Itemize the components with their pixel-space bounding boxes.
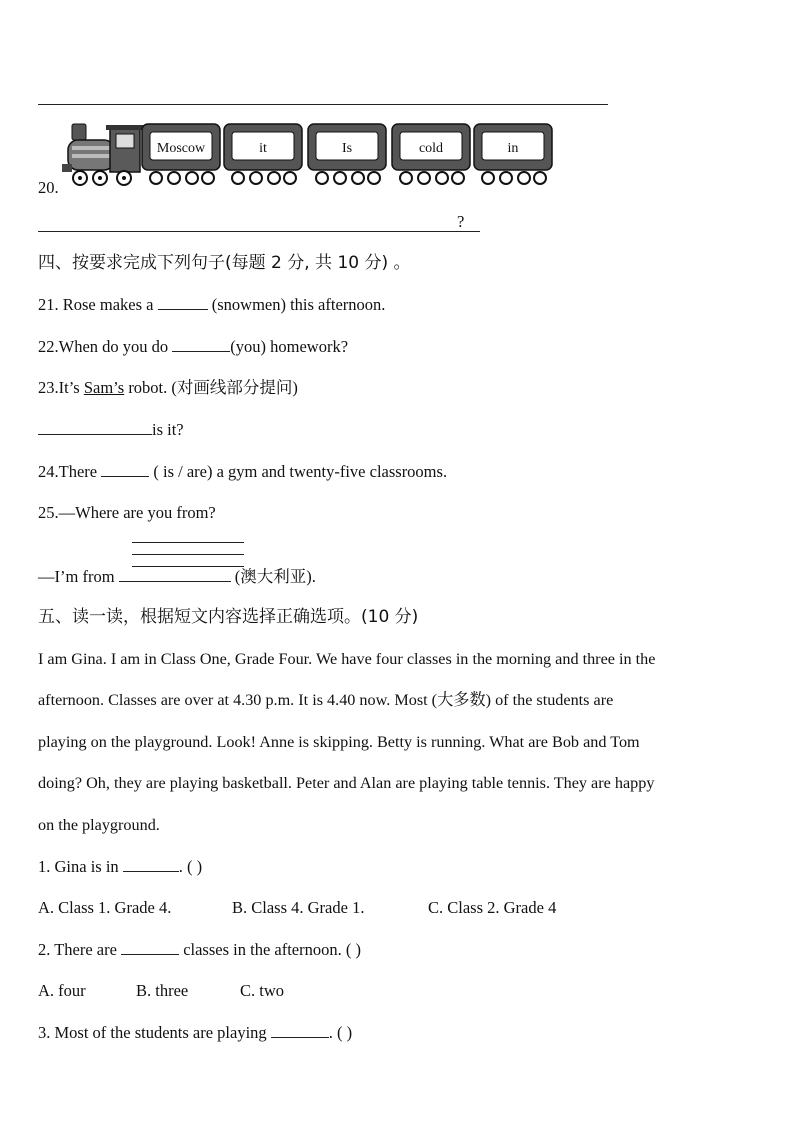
q21-blank[interactable] bbox=[158, 295, 208, 310]
q22-blank[interactable] bbox=[172, 337, 230, 352]
q23-underlined-word: Sam’s bbox=[83, 378, 125, 397]
train-car-4 bbox=[392, 124, 470, 184]
train-word: cold bbox=[418, 141, 444, 156]
q25-question: 25.—Where are you from? bbox=[38, 503, 216, 522]
answer-line-top bbox=[38, 104, 608, 105]
train-car-1 bbox=[142, 124, 220, 184]
train-word: in bbox=[507, 141, 519, 156]
q23-answer-blank[interactable] bbox=[38, 420, 152, 435]
q23-answer: is it? bbox=[38, 420, 184, 440]
mc-option-2b[interactable]: B. three bbox=[136, 981, 189, 1000]
passage-line: doing? Oh, they are playing basketball. Peter and Alan are playing table tennis. They are happy bbox=[38, 774, 655, 792]
mc-question-1: 1. Gina is in . ( ) bbox=[38, 857, 203, 876]
q25-blank[interactable] bbox=[119, 567, 231, 582]
train-word: Moscow bbox=[156, 141, 206, 156]
section4-heading: 四、按要求完成下列句子(每题 2 分, 共 10 分) 。 bbox=[38, 253, 411, 273]
q20-end-mark: ? bbox=[457, 212, 465, 231]
q20-number: 20. bbox=[38, 178, 59, 197]
mc-option-2c[interactable]: C. two bbox=[240, 981, 285, 1000]
q24: 24.There ( is / are) a gym and twenty-five classrooms. bbox=[38, 462, 448, 481]
q25-writing-line-2 bbox=[132, 554, 244, 555]
q22: 22.When do you do (you) homework? bbox=[38, 337, 349, 356]
q25-answer: —I’m from (澳大利亚). bbox=[38, 567, 316, 586]
passage-line: afternoon. Classes are over at 4.30 p.m. It is 4.40 now. Most (大多数) of the students are bbox=[38, 691, 614, 709]
section5-heading: 五、读一读，根据短文内容选择正确选项。(10 分) bbox=[38, 607, 419, 627]
train-car-2 bbox=[224, 124, 302, 184]
q20-answer-line[interactable] bbox=[38, 231, 480, 232]
train-car-5 bbox=[474, 124, 552, 184]
mc-question-2-blank[interactable] bbox=[121, 940, 179, 955]
q21: 21. Rose makes a (snowmen) this afternoon. bbox=[38, 295, 386, 314]
mc-option-2a[interactable]: A. four bbox=[38, 981, 86, 1000]
mc-question-3: 3. Most of the students are playing . ( ) bbox=[38, 1023, 353, 1042]
mc-question-1-blank[interactable] bbox=[123, 857, 179, 872]
train-illustration bbox=[60, 120, 558, 196]
mc-question-3-blank[interactable] bbox=[271, 1023, 329, 1038]
mc-option-1c[interactable]: C. Class 2. Grade 4 bbox=[428, 898, 557, 917]
q25-writing-line-1 bbox=[132, 542, 244, 543]
mc-option-1a[interactable]: A. Class 1. Grade 4. bbox=[38, 898, 172, 917]
q24-blank[interactable] bbox=[101, 462, 149, 477]
train-car-3 bbox=[308, 124, 386, 184]
passage-line: playing on the playground. Look! Anne is skipping. Betty is running. What are Bob and Tom bbox=[38, 733, 640, 751]
train-word: it bbox=[259, 141, 267, 156]
q23: 23.It’s Sam’s robot. (对画线部分提问) bbox=[38, 378, 298, 397]
mc-question-2: 2. There are classes in the afternoon. ( ) bbox=[38, 940, 361, 959]
passage-line: on the playground. bbox=[38, 816, 160, 834]
train-word: Is bbox=[341, 141, 353, 156]
locomotive-icon bbox=[62, 124, 144, 185]
passage-line: I am Gina. I am in Class One, Grade Four. We have four classes in the morning and three in the bbox=[38, 650, 656, 668]
mc-option-1b[interactable]: B. Class 4. Grade 1. bbox=[232, 898, 365, 917]
